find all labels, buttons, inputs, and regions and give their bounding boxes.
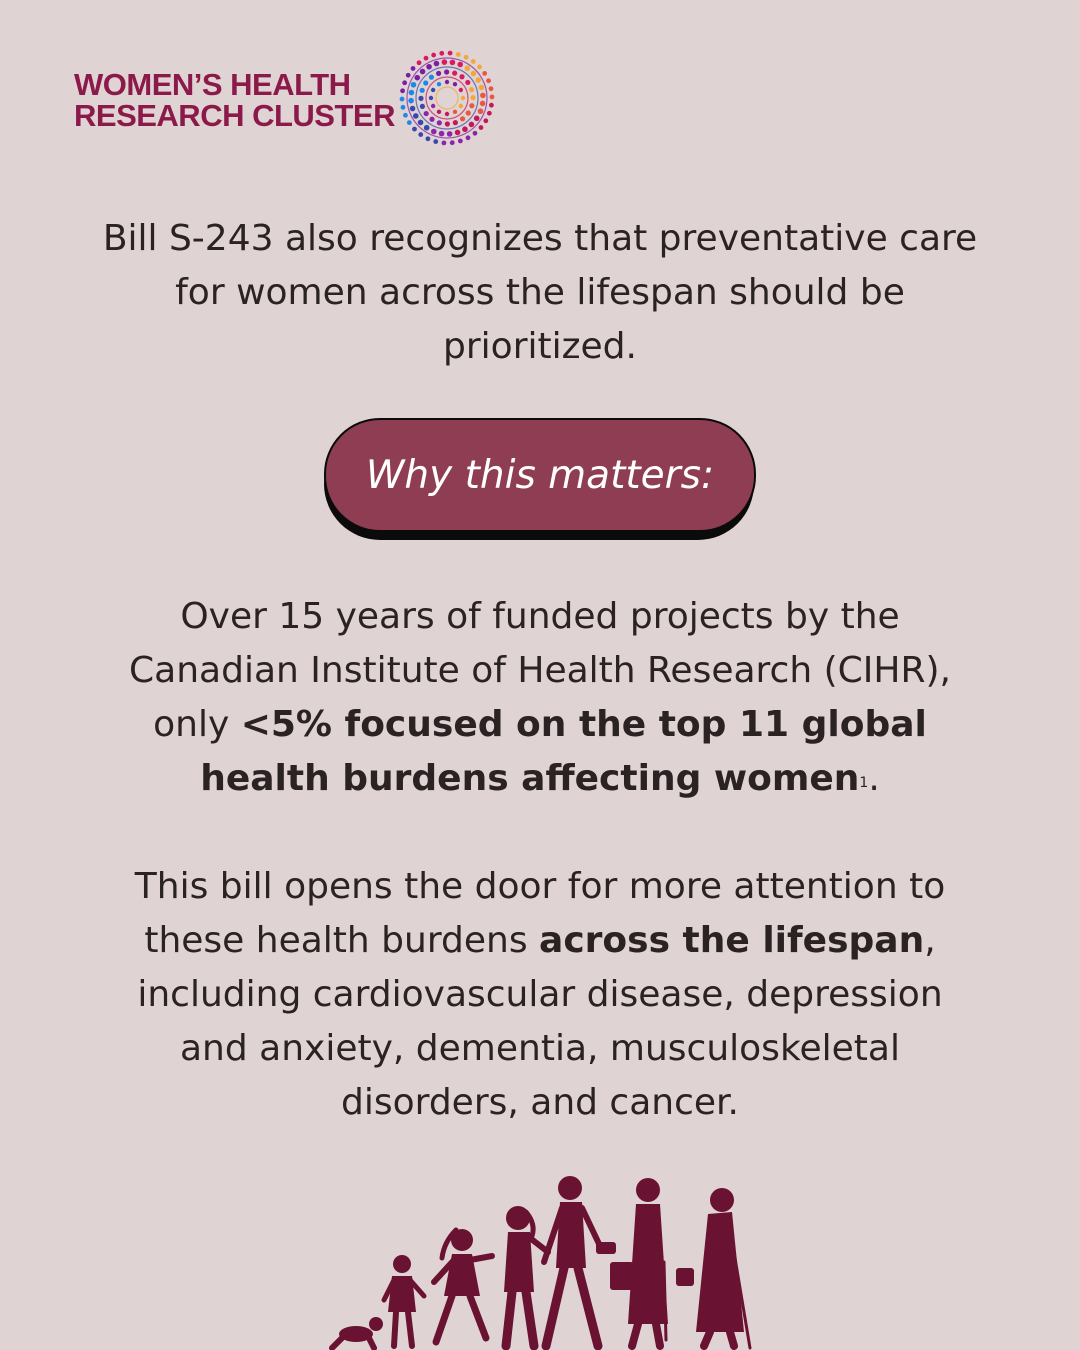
- elderly-woman-silhouette: [676, 1188, 750, 1348]
- why-this-matters-button[interactable]: Why this matters:: [324, 418, 756, 532]
- stat-end: .: [868, 758, 880, 799]
- baby-silhouette: [332, 1317, 383, 1348]
- toddler-silhouette: [384, 1255, 424, 1346]
- stat-paragraph: [100, 590, 980, 806]
- footnote-ref: 1: [859, 775, 869, 791]
- girl-silhouette: [434, 1229, 492, 1342]
- stat-highlight: <5% focused on the top 11 global health burdens affecting women: [200, 704, 927, 799]
- logo-line-2: RESEARCH CLUSTER: [74, 98, 395, 133]
- middle-aged-woman-silhouette: [610, 1178, 668, 1346]
- bill-text-end: , including cardiovascular disease, depression and anxiety, dementia, musculoskeletal disorders, and cancer.: [137, 920, 943, 1123]
- teen-silhouette: [504, 1206, 548, 1346]
- bill-paragraph: [100, 860, 980, 1130]
- bill-highlight: across the lifespan: [539, 920, 925, 961]
- stat-text: Over 15 years of funded projects by the Canadian Institute of Health Research (CIHR), only: [129, 596, 951, 745]
- logo-wordmark: [74, 69, 395, 131]
- intro-text: Bill S-243 also recognizes that preventative care for women across the lifespan should be prioritized.: [102, 218, 978, 367]
- woman-silhouette: [544, 1176, 616, 1346]
- female-lifespan-silhouettes-icon: [320, 1172, 760, 1350]
- logo-line-1: WOMEN’S HEALTH: [74, 67, 351, 102]
- why-this-matters-pill: [324, 418, 756, 542]
- dotted-ring-mark-icon: [397, 48, 497, 148]
- logo: [74, 52, 497, 148]
- bill-text: This bill opens the door for more attention to these health burdens: [134, 866, 946, 961]
